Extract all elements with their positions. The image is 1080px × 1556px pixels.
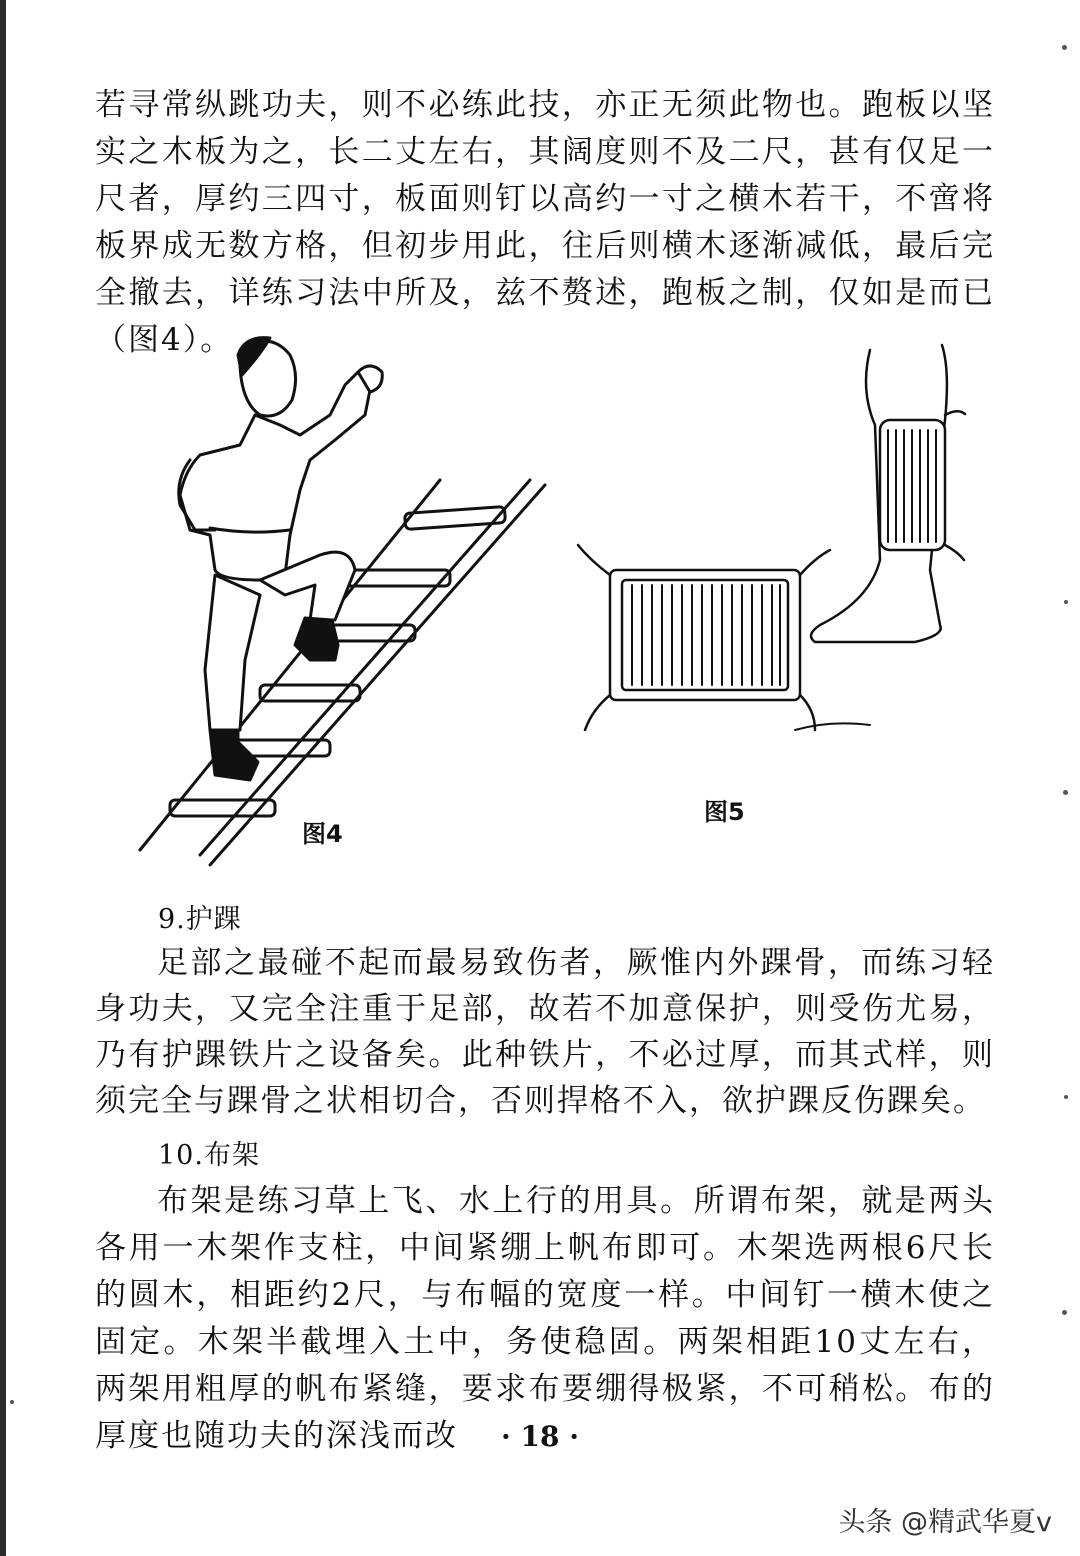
scan-speck xyxy=(1062,45,1067,50)
scan-speck xyxy=(1063,790,1068,795)
paragraph-running-board: 若寻常纵跳功夫，则不必练此技，亦正无须此物也。跑板以坚实之木板为之，长二丈左右，其阔度则不及二尺，甚有仅足一尺者，厚约三四寸，板面则钉以高约一寸之横木若干，不啻将板界成无数方格，但初步用此，往后则横木逐渐减低，最后完全撤去，详练习法中所及，兹不赘述，跑板之制，仅如是而已（图4）。 xyxy=(95,87,995,358)
climbing-man xyxy=(179,338,383,780)
plate-ribs xyxy=(632,585,780,685)
section-10-body: 布架是练习草上飞、水上行的用具。所谓布架，就是两头各用一木架作支柱，中间紧绷上帆布即可。木架选两根6尺长的圆木，相距约2尺，与布幅的宽度一样。中间钉一横木使之固定。木架半截埋入土中，务使稳固。两架相距10丈左右，两架用粗厚的帆布紧缝，要求布要绷得极紧，不可稍松。布的厚度也随功夫的深浅而改 xyxy=(95,1183,995,1454)
source-watermark: 头条 @精武华夏v xyxy=(838,1507,1052,1538)
page-border xyxy=(0,0,6,1556)
section-10-heading: 10.布架 xyxy=(158,1140,260,1171)
ankle-guard-illustration xyxy=(570,330,990,760)
scan-speck xyxy=(1062,1310,1067,1315)
figure-5-ankle-guard xyxy=(570,330,990,830)
figure-4-running-board xyxy=(120,330,590,880)
leg-with-guard xyxy=(811,345,965,642)
flat-guard-plate xyxy=(578,545,870,730)
page-number: · 18 · xyxy=(501,1420,579,1453)
scan-speck xyxy=(1064,600,1068,604)
scan-speck xyxy=(10,1400,14,1404)
guard-ribs xyxy=(888,430,936,542)
figure-4-caption: 图4 xyxy=(302,820,343,848)
scan-speck xyxy=(1064,1095,1068,1099)
running-board-illustration xyxy=(120,330,590,880)
figure-5-caption: 图5 xyxy=(704,798,745,826)
section-9-body: 足部之最碰不起而最易致伤者，厥惟内外踝骨，而练习轻身功夫，又完全注重于足部，故若不加意保护，则受伤尤易，乃有护踝铁片之设备矣。此种铁片，不必过厚，而其式样，则须完全与踝骨之状相切合，否则捍格不入，欲护踝反伤踝矣。 xyxy=(95,945,995,1119)
section-9-heading: 9.护踝 xyxy=(158,904,242,935)
